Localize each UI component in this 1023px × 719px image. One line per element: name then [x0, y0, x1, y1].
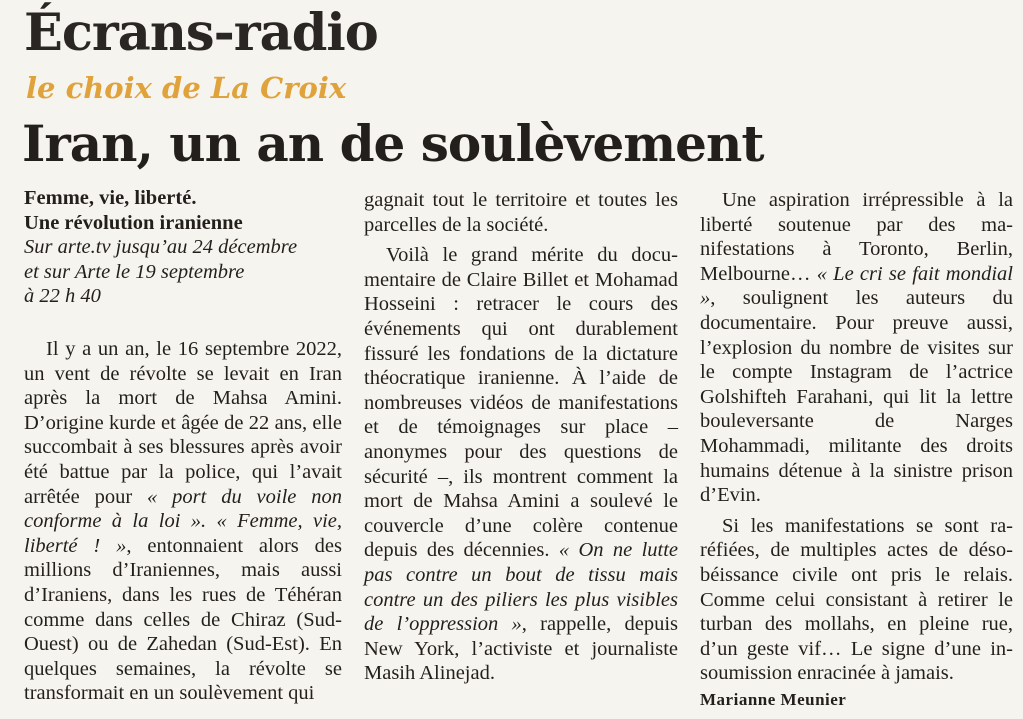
paragraph-3-text-a: Une aspiration irrépressible à la liberté soutenue par des manifestations à Toronto, Berlin, Melbourne… — [700, 189, 1013, 285]
paragraph-3-text-b: , soulignent les auteurs du documentaire. Pour preuve aussi, l’explosion du nombre de visites sur le compte Instagram de l’actrice Golshifteh Farahani, qui lit la lettre bouleversante de Narges Mohammadi, militante des droits humains détenue à la sinistre prison d’Evin. — [700, 287, 1013, 507]
article-headline: Iran, un an de soulèvement — [22, 114, 764, 173]
paragraph-2-end: , rappelle, depuis New York, l’activiste et journaliste Masih Alinejad. — [364, 613, 678, 685]
program-detail-line-1: Sur arte.tv jusqu’au 24 décembre — [24, 236, 298, 259]
paragraph-1 — [24, 337, 342, 706]
author-signature: Marianne Meunier — [700, 689, 847, 709]
paragraph-2 — [364, 243, 678, 686]
program-detail-line-2: et sur Arte le 19 septembre — [24, 260, 245, 283]
section-kicker: Écrans-radio — [24, 3, 378, 63]
quote-port-du-voile: « port du voile non conforme à la loi ». — [24, 485, 342, 533]
program-title-line-1: Femme, vie, liberté. — [24, 187, 197, 209]
paragraph-1-text-b: , entonnaient alors des millions d’Iraniennes, mais aussi d’Iraniens, dans les rues de Téhéran comme dans celles de Chiraz (Sud-Ouest) ou de Zahedan (Sud-Est). En quelques semaines, la révolte se transformait en un soulèvement qui — [24, 534, 343, 705]
section-tagline: le choix de La Croix — [26, 71, 347, 105]
paragraph-2-text: Voilà le grand mérite du documentaire de Claire Billet et Mohamad Hosseini : retracer le cours des événements qui ont durablement fissuré les fondations de la dictature théocratique iranienne. À l’aide de nombreuses vidéos de manifestations et de témoignages sur place – anonymes pour des questions de sécurité –, ils montrent comment la mort de Mahsa Amini a soulevé le couvercle d’une colère contenue depuis des décennies. — [364, 244, 678, 562]
article-column-1 — [24, 186, 342, 706]
article-column-2-content — [364, 188, 678, 686]
article-column-3 — [700, 188, 1013, 712]
paragraph-4: Si les manifestations se sont raréfiées, de multiples actes de désobéissance civile ont pris le relais. Comme celui consistant à retirer le turban des mollahs, en pleine rue, d’un geste vif… Le signe d’une insoumission enracinée à jamais. — [700, 514, 1013, 685]
quote-le-cri: « Le cri se fait mondial » — [700, 262, 1013, 310]
paragraph-3 — [700, 188, 1013, 508]
paragraph-1-continued: gagnait tout le territoire et toutes les parcelles de la société. — [364, 189, 678, 236]
program-title-line-2: Une révolution iranienne — [24, 211, 243, 234]
broadcast-info — [24, 186, 342, 309]
quote-femme-vie-liberte: « Femme, vie, liberté ! » — [24, 510, 342, 557]
program-detail-line-3: à 22 h 40 — [24, 285, 101, 308]
paragraph-1-text-a: Il y a un an, le 16 septembre 2022, un vent de révolte se levait en Iran après la mort de Mahsa Amini. D’origine kurde et âgée de 22 ans, elle succombait à ses blessures après avoir été battue par la police, qui l’avait arrêtée pour — [24, 337, 342, 508]
quote-bout-de-tissu: « On ne lutte pas contre un bout de tissu mais contre un des piliers les plus visibles de l’oppression » — [364, 539, 679, 636]
